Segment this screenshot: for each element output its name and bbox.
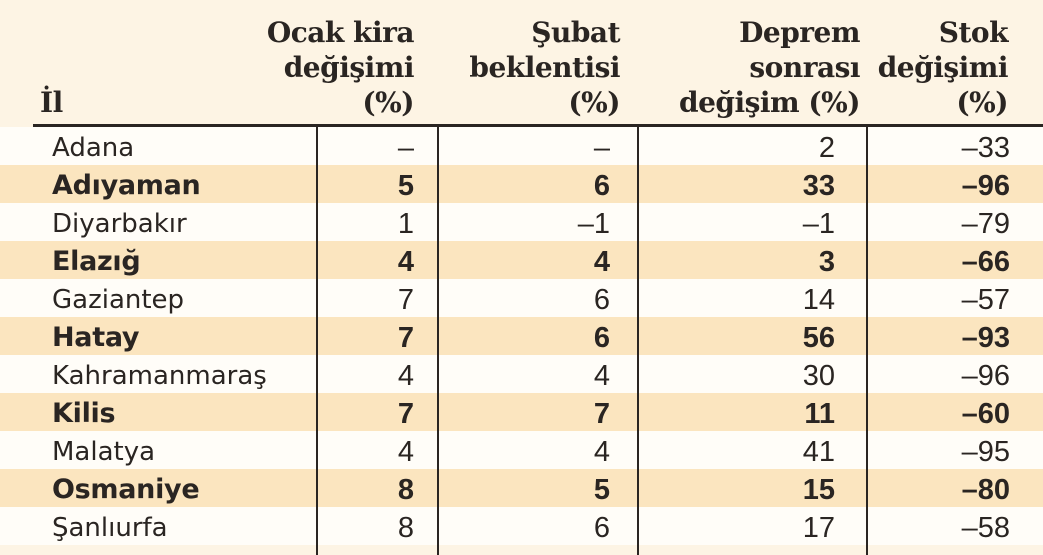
table-row [0, 393, 1043, 431]
cell-deprem-sonrasi: 15 [802, 474, 835, 506]
cell-deprem-sonrasi: 14 [802, 284, 835, 316]
cell-subat-beklentisi: 4 [593, 436, 610, 468]
cell-deprem-sonrasi: 41 [802, 436, 835, 468]
cell-subat-beklentisi: 7 [593, 398, 610, 430]
column-divider [316, 127, 318, 555]
cell-il: Adana [52, 133, 135, 163]
header-stok-degisimi [877, 4, 1008, 120]
cell-stok-degisimi: –33 [961, 132, 1010, 164]
cell-ocak-kira: 8 [397, 512, 414, 544]
cell-subat-beklentisi: 6 [593, 512, 610, 544]
cell-deprem-sonrasi: –1 [802, 208, 835, 240]
table-row [0, 469, 1043, 507]
cell-il: Osmaniye [52, 474, 200, 505]
cell-subat-beklentisi: 6 [593, 170, 610, 202]
cell-deprem-sonrasi: 3 [818, 246, 835, 278]
cell-il: Gaziantep [52, 285, 185, 315]
cell-subat-beklentisi: 6 [593, 284, 610, 316]
column-divider [437, 127, 439, 555]
cell-stok-degisimi: –80 [961, 474, 1010, 506]
header-deprem-line3: değişim (%) [679, 86, 860, 119]
cell-stok-degisimi: –79 [961, 208, 1010, 240]
header-subat-line3: (%) [568, 86, 620, 119]
header-ocak-line1: Ocak kira [266, 16, 414, 49]
table-row [0, 127, 1043, 165]
cell-il: Adıyaman [52, 170, 201, 201]
cell-subat-beklentisi: 5 [593, 474, 610, 506]
table-row [0, 279, 1043, 317]
cell-il: Hatay [52, 322, 140, 353]
cell-ocak-kira: 1 [397, 208, 414, 240]
cell-subat-beklentisi: 6 [593, 322, 610, 354]
cell-subat-beklentisi: – [593, 132, 610, 164]
cell-deprem-sonrasi: 33 [802, 170, 835, 202]
cell-subat-beklentisi: –1 [577, 208, 610, 240]
cell-il: Elazığ [52, 246, 141, 277]
header-subat-line1: Şubat [531, 16, 620, 49]
cell-il: Malatya [52, 437, 156, 467]
cell-deprem-sonrasi: 30 [802, 360, 835, 392]
cell-ocak-kira: 4 [397, 436, 414, 468]
cell-stok-degisimi: –57 [961, 284, 1010, 316]
cell-stok-degisimi: –66 [961, 246, 1010, 278]
column-divider [866, 127, 868, 555]
cell-ocak-kira: 4 [397, 246, 414, 278]
table-header [0, 0, 1043, 124]
cell-stok-degisimi: –95 [961, 436, 1010, 468]
table-row [0, 203, 1043, 241]
header-il-label: İl [40, 86, 63, 119]
cell-ocak-kira: 8 [397, 474, 414, 506]
header-deprem-sonrasi [640, 4, 860, 120]
table-row [0, 507, 1043, 545]
cell-deprem-sonrasi: 11 [804, 398, 835, 430]
table-row [0, 355, 1043, 393]
table-row [0, 241, 1043, 279]
cell-subat-beklentisi: 4 [593, 360, 610, 392]
cell-deprem-sonrasi: 17 [802, 512, 835, 544]
header-stok-line2: değişimi [877, 51, 1008, 84]
cell-deprem-sonrasi: 56 [802, 322, 835, 354]
cell-stok-degisimi: –60 [961, 398, 1010, 430]
table-row [0, 165, 1043, 203]
header-ocak-kira [200, 4, 414, 120]
cell-deprem-sonrasi: 2 [818, 132, 835, 164]
cell-stok-degisimi: –96 [961, 360, 1010, 392]
header-ocak-line3: (%) [362, 86, 414, 119]
cell-ocak-kira: 5 [397, 170, 414, 202]
cell-il: Kahramanmaraş [52, 361, 267, 391]
cell-ocak-kira: 4 [397, 360, 414, 392]
cell-il: Diyarbakır [52, 209, 187, 239]
cell-ocak-kira: 7 [397, 398, 414, 430]
column-divider [637, 127, 639, 555]
cell-subat-beklentisi: 4 [593, 246, 610, 278]
header-stok-line3: (%) [956, 86, 1008, 119]
header-ocak-line2: değişimi [283, 51, 414, 84]
header-subat-beklentisi [430, 4, 620, 120]
header-deprem-line2: sonrası [749, 51, 860, 84]
cell-ocak-kira: – [397, 132, 414, 164]
header-stok-line1: Stok [938, 16, 1008, 49]
cell-ocak-kira: 7 [397, 284, 414, 316]
table-row [0, 431, 1043, 469]
cell-stok-degisimi: –58 [961, 512, 1010, 544]
table-row [0, 317, 1043, 355]
table-body [0, 127, 1043, 545]
cell-il: Şanlıurfa [52, 513, 168, 543]
header-deprem-line1: Deprem [739, 16, 860, 49]
cell-stok-degisimi: –93 [961, 322, 1010, 354]
header-il [40, 4, 63, 120]
cell-stok-degisimi: –96 [961, 170, 1010, 202]
header-subat-line2: beklentisi [469, 51, 620, 84]
cell-ocak-kira: 7 [397, 322, 414, 354]
cell-il: Kilis [52, 398, 116, 429]
